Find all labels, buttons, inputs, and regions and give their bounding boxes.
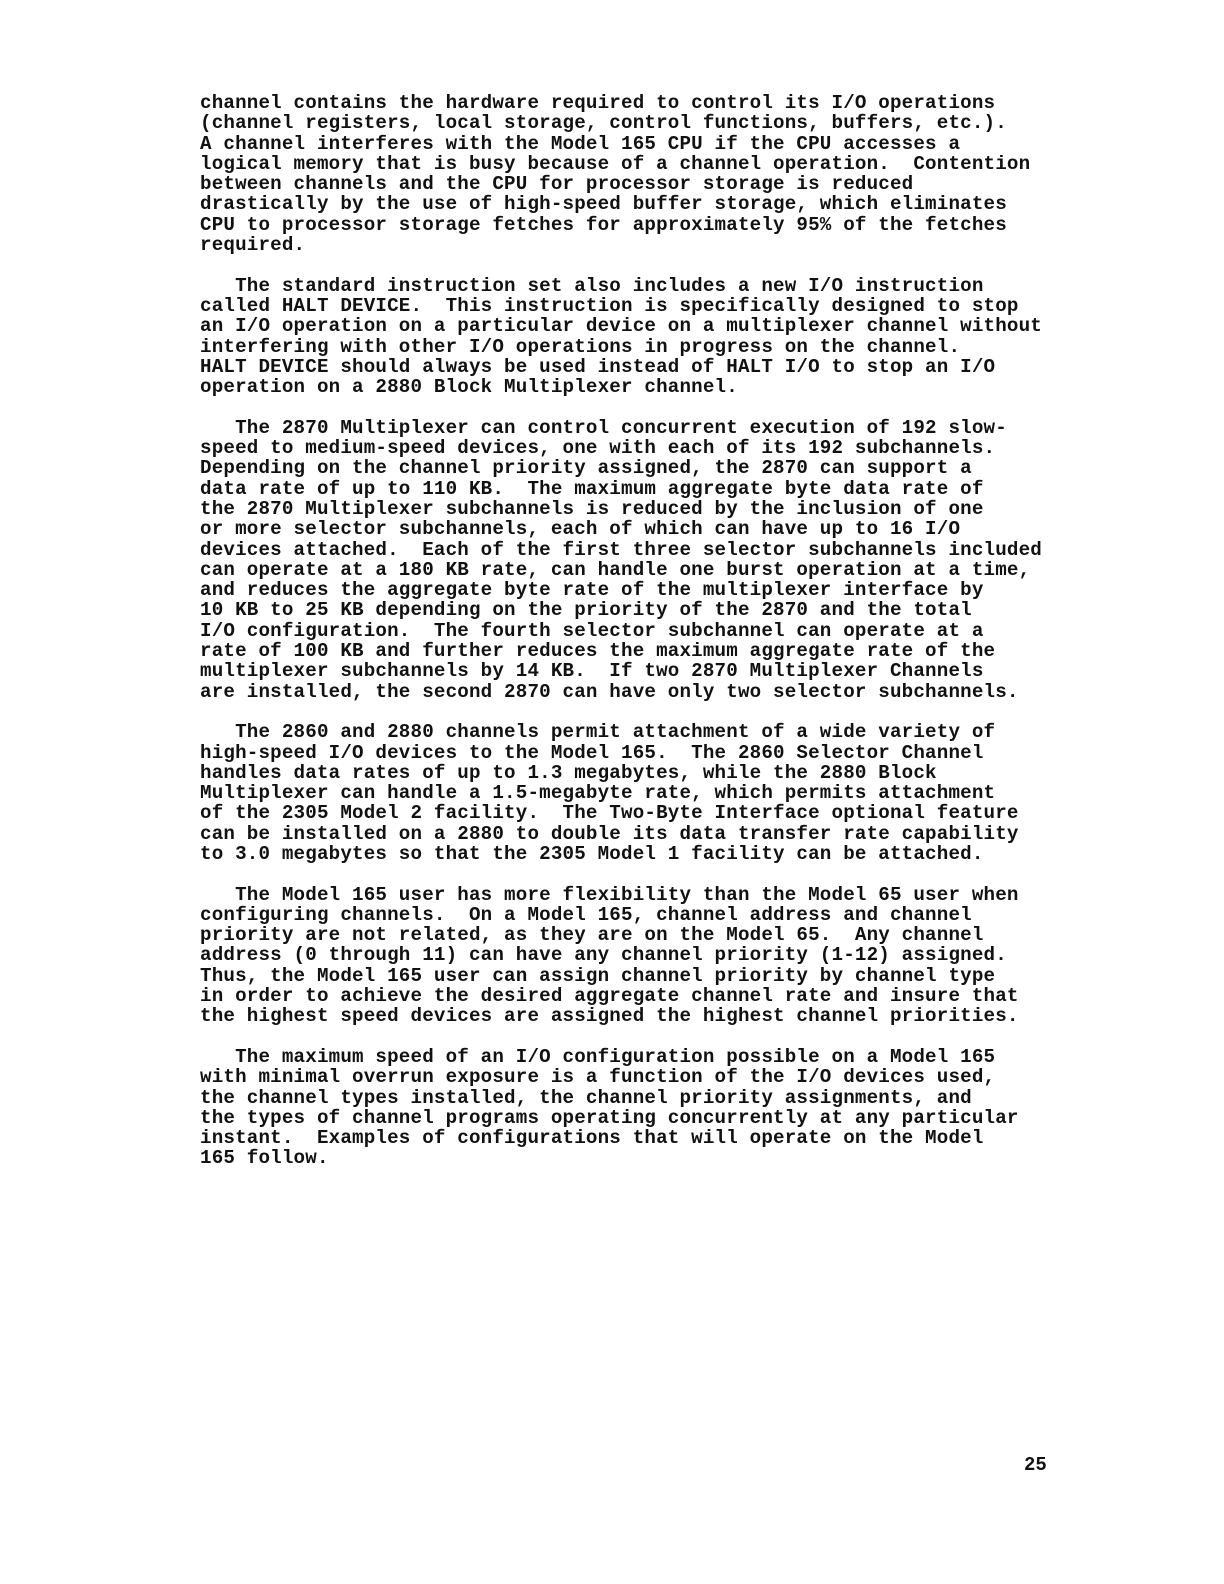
paragraph-halt-device (200, 276, 1100, 398)
text-line: high-speed I/O devices to the Model 165. The 2860 Selector Channel (200, 741, 984, 764)
text-line: multiplexer subchannels by 14 KB. If two 2870 Multiplexer Channels (200, 660, 984, 683)
text-line: Multiplexer can handle a 1.5-megabyte rate, which permits attachment (200, 782, 996, 805)
text-line: in order to achieve the desired aggregate channel rate and insure that (200, 985, 1019, 1008)
text-line: speed to medium-speed devices, one with each of its 192 subchannels. (200, 437, 996, 460)
text-line: or more selector subchannels, each of which can have up to 16 I/O (200, 518, 961, 541)
text-line: with minimal overrun exposure is a function of the I/O devices used, (200, 1066, 996, 1089)
text-line: Thus, the Model 165 user can assign channel priority by channel type (200, 964, 996, 987)
text-line: operation on a 2880 Block Multiplexer channel. (200, 376, 738, 399)
text-line: drastically by the use of high-speed buffer storage, which eliminates (200, 193, 1007, 216)
text-line: A channel interferes with the Model 165 CPU if the CPU accesses a (200, 132, 961, 155)
text-line: address (0 through 11) can have any channel priority (1-12) assigned. (200, 944, 1007, 967)
text-line: can operate at a 180 KB rate, can handle one burst operation at a time, (200, 558, 1031, 581)
paragraph-2870-multiplexer (200, 418, 1100, 702)
text-line: and reduces the aggregate byte rate of the multiplexer interface by (200, 579, 984, 602)
text-line: The Model 165 user has more flexibility than the Model 65 user when (200, 883, 1019, 906)
text-line: to 3.0 megabytes so that the 2305 Model 1 facility can be attached. (200, 842, 984, 865)
text-line: can be installed on a 2880 to double its data transfer rate capability (200, 822, 1019, 845)
text-line: logical memory that is busy because of a channel operation. Contention (200, 152, 1031, 175)
text-line: handles data rates of up to 1.3 megabytes, while the 2880 Block (200, 761, 937, 784)
text-line: The 2860 and 2880 channels permit attachment of a wide variety of (200, 721, 996, 744)
text-line: interfering with other I/O operations in progress on the channel. (200, 335, 961, 358)
text-line: The standard instruction set also includes a new I/O instruction (200, 274, 984, 297)
paragraph-channel-priority (200, 885, 1100, 1027)
text-line: configuring channels. On a Model 165, channel address and channel (200, 903, 972, 926)
text-line: called HALT DEVICE. This instruction is specifically designed to stop (200, 294, 1019, 317)
text-line: I/O configuration. The fourth selector subchannel can operate at a (200, 619, 984, 642)
page-number: 25 (1024, 1454, 1047, 1476)
text-line: (channel registers, local storage, control functions, buffers, etc.). (200, 112, 1007, 135)
text-line: between channels and the CPU for processor storage is reduced (200, 173, 914, 196)
body-text (200, 93, 1100, 1189)
text-line: rate of 100 KB and further reduces the maximum aggregate rate of the (200, 640, 996, 663)
text-line: Depending on the channel priority assigned, the 2870 can support a (200, 457, 972, 480)
text-line: HALT DEVICE should always be used instead of HALT I/O to stop an I/O (200, 355, 996, 378)
text-line: of the 2305 Model 2 facility. The Two-Byte Interface optional feature (200, 802, 1019, 825)
text-line: the 2870 Multiplexer subchannels is reduced by the inclusion of one (200, 497, 984, 520)
text-line: 165 follow. (200, 1147, 329, 1170)
text-line: are installed, the second 2870 can have only two selector subchannels. (200, 680, 1019, 703)
text-line: CPU to processor storage fetches for approximately 95% of the fetches (200, 213, 1007, 236)
text-line: the highest speed devices are assigned the highest channel priorities. (200, 1005, 1019, 1028)
text-line: channel contains the hardware required to control its I/O operations (200, 92, 996, 114)
text-line: the types of channel programs operating concurrently at any particular (200, 1106, 1019, 1129)
text-line: devices attached. Each of the first three selector subchannels included (200, 538, 1042, 561)
text-line: data rate of up to 110 KB. The maximum aggregate byte data rate of (200, 477, 984, 500)
text-line: required. (200, 234, 306, 257)
text-line: instant. Examples of configurations that will operate on the Model (200, 1127, 984, 1150)
text-line: The 2870 Multiplexer can control concurrent execution of 192 slow- (200, 416, 1007, 439)
text-line: priority are not related, as they are on the Model 65. Any channel (200, 924, 984, 947)
text-line: The maximum speed of an I/O configuration possible on a Model 165 (200, 1045, 996, 1068)
text-line: 10 KB to 25 KB depending on the priority of the 2870 and the total (200, 599, 972, 622)
text-line: the channel types installed, the channel priority assignments, and (200, 1086, 972, 1109)
paragraph-io-configuration (200, 1047, 1100, 1169)
paragraph-2860-2880-channels (200, 722, 1100, 864)
paragraph-channel-contention (200, 93, 1100, 255)
text-line: an I/O operation on a particular device on a multiplexer channel without (200, 315, 1042, 338)
